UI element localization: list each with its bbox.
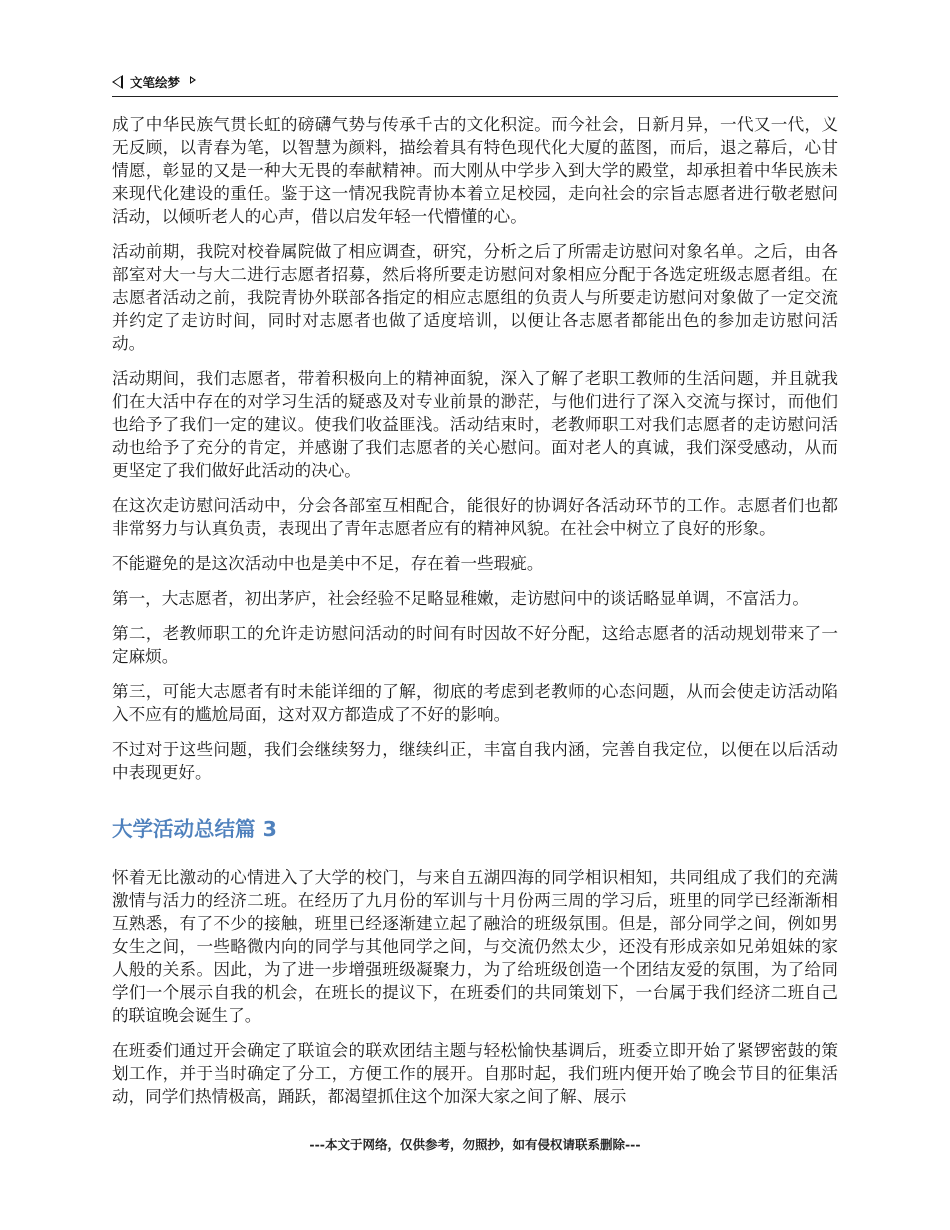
body-paragraph: 在这次走访慰问活动中，分会各部室互相配合，能很好的协调好各活动环节的工作。志愿者们也都非常努力与认真负责，表现出了青年志愿者应有的精神风貌。在社会中树立了良好的形象。	[112, 496, 838, 538]
triangle-left-icon	[112, 75, 123, 89]
body-paragraph: 成了中华民族气贯长虹的磅礴气势与传承千古的文化积淀。而今社会，日新月异，一代又一代，义无反顾，以青春为笔，以智慧为颜料，描绘着具有特色现代化大厦的蓝图，而后，退之幕后，心甘情愿，彰显的又是一种大无畏的奉献精神。而大刚从中学步入到大学的殿堂，却承担着中华民族未来现代化建设的重任。鉴于这一情况我院青协本着立足校园，走向社会的宗旨志愿者进行敬老慰问活动，以倾听老人的心声，借以启发年轻一代懵懂的心。	[112, 115, 838, 226]
page-footer: ---本文于网络，仅供参考，勿照抄，如有侵权请联系删除---	[309, 1137, 641, 1152]
body-paragraph: 第三，可能大志愿者有时未能详细的了解，彻底的考虑到老教师的心态问题，从而会使走访活动陷入不应有的尴尬局面，这对双方都造成了不好的影响。	[112, 682, 838, 724]
body-paragraph: 在班委们通过开会确定了联谊会的联欢团结主题与轻松愉快基调后，班委立即开始了紧锣密鼓的策划工作，并于当时确定了分工，方便工作的展开。自那时起，我们班内便开始了晚会节目的征集活动，同学们热情极高，踊跃，都渴望抓住这个加深大家之间了解、展示	[112, 1041, 838, 1106]
header-brand	[112, 73, 196, 91]
body-paragraph: 活动前期，我院对校眷属院做了相应调查，研究，分析之后了所需走访慰问对象名单。之后，由各部室对大一与大二进行志愿者招募，然后将所要走访慰问对象相应分配于各选定班级志愿者组。在志愿者活动之前，我院青协外联部各指定的相应志愿组的负责人与所要走访慰问对象做了一定交流并约定了走访时间，同时对志愿者也做了适度培训，以便让各志愿者都能出色的参加走访慰问活动。	[112, 242, 838, 353]
body-paragraph: 不能避免的是这次活动中也是美中不足，存在着一些瑕疵。	[112, 554, 544, 573]
body-paragraph: 第二，老教师职工的允许走访慰问活动的时间有时因故不好分配，这给志愿者的活动规划带来了一定麻烦。	[112, 624, 838, 666]
body-paragraph: 怀着无比激动的心情进入了大学的校门，与来自五湖四海的同学相识相知，共同组成了我们的充满激情与活力的经济二班。在经历了九月份的军训与十月份两三周的学习后，班里的同学已经渐渐相互熟悉，有了不少的接触，班里已经逐渐建立起了融洽的班级氛围。但是，部分同学之间，例如男女生之间，一些略微内向的同学与其他同学之间，与交流仍然太少，还没有形成亲如兄弟姐妹的家人般的关系。因此，为了进一步增强班级凝聚力，为了给班级创造一个团结友爱的氛围，为了给同学们一个展示自我的机会，在班长的提议下，在班委们的共同策划下，一台属于我们经济二班自己的联谊晚会诞生了。	[112, 868, 838, 1025]
body-paragraph: 第一，大志愿者，初出茅庐，社会经验不足略显稚嫩，走访慰问中的谈话略显单调，不富活力。	[112, 589, 809, 608]
page-header	[112, 70, 838, 97]
body-paragraph: 不过对于这些问题，我们会继续努力，继续纠正，丰富自我内涵，完善自我定位，以便在以后活动中表现更好。	[112, 740, 838, 782]
brand-name: 文笔绘梦	[130, 75, 181, 90]
section-heading: 大学活动总结篇 3	[112, 817, 277, 841]
document-body	[112, 113, 838, 1120]
body-paragraph: 活动期间，我们志愿者，带着积极向上的精神面貌，深入了解了老职工教师的生活问题，并且就我们在大活中存在的对学习生活的疑惑及对专业前景的渺茫，与他们进行了深入交流与探讨，而他们也给予了我们一定的建议。使我们收益匪浅。活动结束时，老教师职工对我们志愿者的走访慰问活动也给予了充分的肯定，并感谢了我们志愿者的关心慰问。面对老人的真诚，我们深受感动，从而更坚定了我们做好此活动的决心。	[112, 369, 838, 480]
triangle-right-icon	[190, 76, 196, 84]
